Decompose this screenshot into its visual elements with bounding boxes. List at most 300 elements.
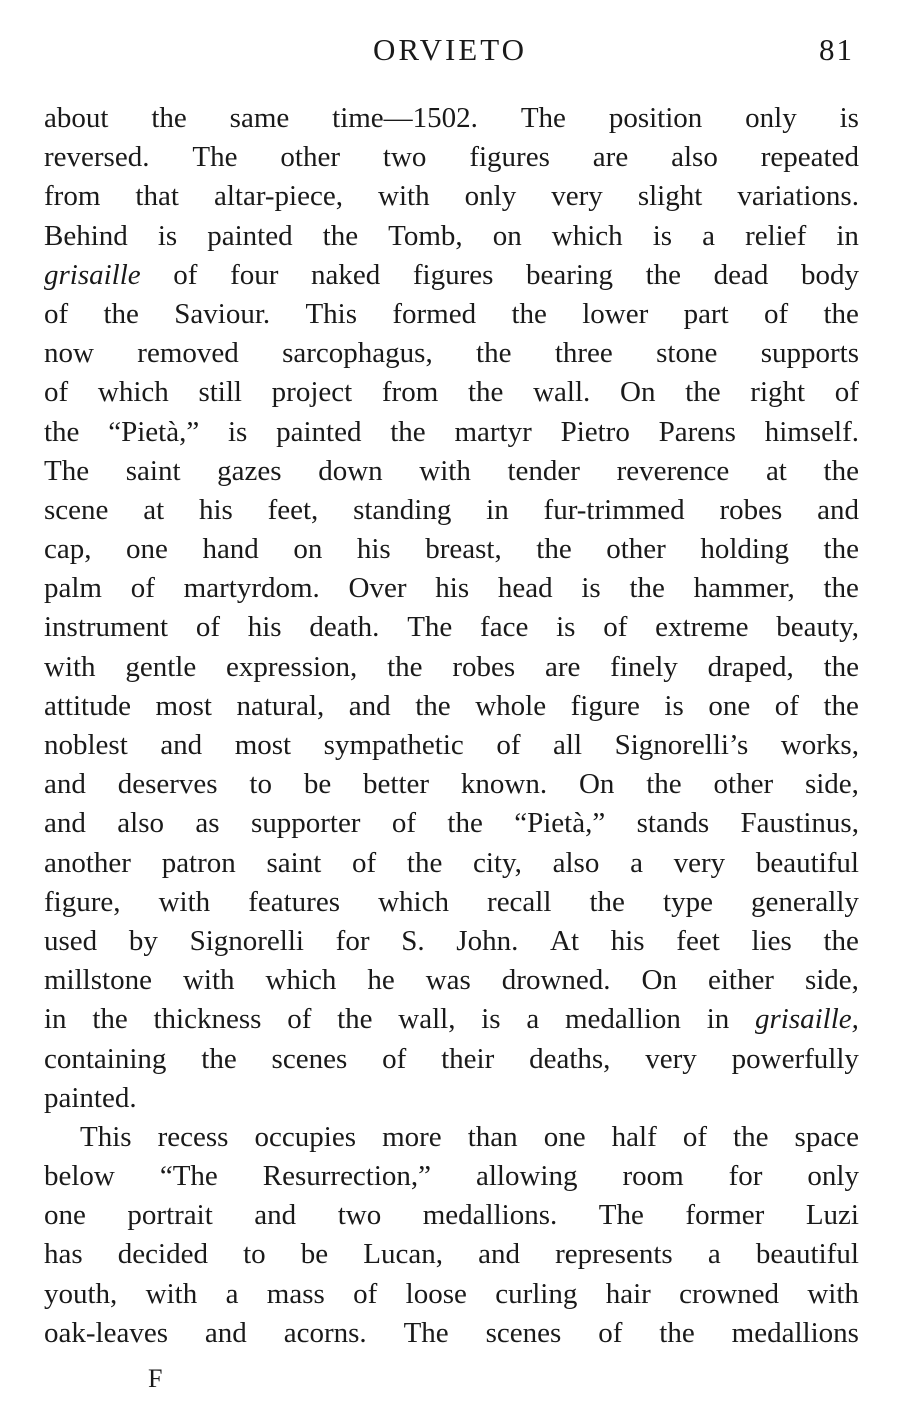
- word: only: [807, 1160, 859, 1193]
- word: that: [135, 180, 179, 213]
- text-line: [44, 256, 859, 295]
- word: generally: [751, 885, 859, 918]
- text-line: [44, 1314, 859, 1353]
- word: martyr: [454, 415, 532, 448]
- word: beauty,: [776, 611, 859, 644]
- text-line: [44, 138, 859, 177]
- word: same: [229, 102, 290, 134]
- word: patron: [161, 846, 236, 879]
- word: of: [834, 376, 859, 409]
- word: dead: [713, 258, 769, 291]
- word: natural,: [236, 689, 325, 722]
- word: he: [367, 964, 395, 997]
- word: allowing: [476, 1160, 578, 1193]
- word: at: [765, 454, 787, 487]
- word: side,: [804, 964, 859, 997]
- word: two: [382, 141, 427, 174]
- word: instrument: [44, 611, 169, 644]
- word: is: [481, 1003, 501, 1036]
- word: head: [497, 572, 553, 605]
- word: himself.: [764, 415, 859, 448]
- word: The: [192, 141, 238, 174]
- word: figures: [469, 141, 550, 174]
- word: half: [611, 1120, 657, 1153]
- word: lower: [582, 297, 649, 330]
- word: This: [80, 1120, 132, 1153]
- word: Parens: [658, 415, 736, 448]
- word: beautiful: [755, 1238, 859, 1271]
- word: of: [598, 1316, 623, 1349]
- word: crowned: [679, 1277, 779, 1310]
- word: thickness: [153, 1003, 262, 1036]
- word: with: [44, 650, 96, 683]
- word: sarcophagus,: [282, 337, 433, 370]
- word: are: [592, 141, 629, 174]
- word: S.: [401, 924, 425, 957]
- body-text: [44, 99, 859, 1353]
- word: are: [544, 650, 581, 683]
- word: and: [204, 1316, 247, 1349]
- word: oak-leaves: [44, 1316, 168, 1349]
- word: robes: [719, 493, 783, 526]
- word: of: [287, 1003, 312, 1036]
- word: the: [659, 1316, 695, 1349]
- word: formed: [392, 297, 477, 330]
- word: most: [234, 729, 292, 761]
- word: “Pietà,”: [108, 415, 200, 448]
- word: decided: [117, 1238, 208, 1271]
- word: The: [403, 1316, 449, 1349]
- word: project: [271, 376, 353, 409]
- word: reverence: [616, 454, 730, 487]
- word: martyrdom.: [183, 572, 320, 605]
- word: holding: [700, 533, 789, 566]
- word: one: [44, 1199, 86, 1232]
- word: saint: [266, 846, 322, 879]
- word: of: [195, 611, 220, 644]
- word: bearing: [526, 258, 613, 291]
- word: body: [800, 258, 859, 291]
- word: another: [44, 846, 131, 879]
- word: below: [44, 1160, 115, 1193]
- word: of: [496, 729, 521, 761]
- word: is: [839, 102, 859, 134]
- word: a: [702, 219, 716, 252]
- word: death.: [309, 611, 380, 644]
- word: Over: [348, 572, 407, 605]
- word: gentle: [125, 650, 197, 683]
- word: scenes: [485, 1316, 562, 1349]
- word: with: [182, 964, 235, 997]
- word: other: [713, 768, 774, 801]
- word: the: [201, 1042, 237, 1075]
- word: Signorelli’s: [614, 729, 749, 761]
- word: room: [622, 1160, 684, 1193]
- word: with: [378, 180, 430, 213]
- word: cap,: [44, 533, 92, 566]
- word: position: [608, 102, 703, 134]
- running-title: ORVIETO: [373, 32, 527, 67]
- word: slight: [637, 180, 703, 213]
- word: standing: [353, 493, 452, 526]
- word: all: [553, 729, 583, 761]
- word: down: [318, 454, 383, 487]
- word: Faustinus,: [740, 807, 859, 840]
- word: space: [794, 1120, 859, 1153]
- word: and: [44, 807, 86, 840]
- word: his: [198, 493, 233, 526]
- word: and: [348, 689, 391, 722]
- word: stone: [656, 337, 718, 370]
- word: Pietro: [560, 415, 630, 448]
- word: other: [606, 533, 666, 566]
- word: type: [663, 885, 713, 918]
- word: by: [128, 924, 158, 957]
- word: the: [406, 846, 443, 879]
- word: hair: [605, 1277, 651, 1310]
- word: John.: [456, 924, 519, 957]
- word: is: [157, 219, 178, 252]
- word: medallions.: [422, 1199, 558, 1232]
- word: youth,: [44, 1277, 118, 1310]
- word: with: [419, 454, 471, 487]
- word: also: [117, 807, 164, 840]
- word: portrait: [127, 1199, 213, 1232]
- word: scene: [44, 493, 109, 526]
- word: drowned.: [501, 964, 611, 997]
- word: from: [381, 376, 439, 409]
- word: better: [363, 768, 430, 801]
- word: removed: [137, 337, 239, 370]
- word: face: [480, 611, 529, 644]
- word: is: [664, 689, 684, 722]
- word: his: [610, 924, 645, 957]
- word: a: [225, 1277, 239, 1310]
- word: The: [407, 611, 453, 644]
- word: At: [550, 924, 580, 957]
- text-line: [44, 295, 859, 334]
- word: the: [415, 689, 451, 722]
- text-line: [44, 334, 859, 373]
- word: This: [305, 297, 358, 330]
- word: the: [151, 102, 187, 134]
- word: wall,: [398, 1003, 456, 1036]
- word: sympathetic: [323, 729, 464, 761]
- text-line: [44, 1157, 859, 1196]
- word: recess: [157, 1120, 229, 1153]
- word: grisaille,: [755, 1003, 859, 1036]
- word: and: [817, 493, 859, 526]
- word: from: [44, 180, 101, 213]
- word: city,: [473, 846, 522, 879]
- word: of: [353, 1277, 378, 1310]
- text-line: [44, 491, 859, 530]
- text-line: [44, 99, 859, 138]
- word: their: [441, 1042, 495, 1075]
- word: the: [337, 1003, 373, 1036]
- word: grisaille: [44, 258, 141, 291]
- word: more: [382, 1120, 442, 1153]
- word: mass: [266, 1277, 325, 1310]
- word: for: [728, 1160, 763, 1193]
- text-line: [44, 1118, 859, 1157]
- word: saint: [125, 454, 181, 487]
- word: works,: [780, 729, 859, 761]
- text-line: [44, 687, 859, 726]
- word: side,: [804, 768, 859, 801]
- word: to: [249, 768, 272, 801]
- word: of: [130, 572, 155, 605]
- word: features: [248, 885, 340, 918]
- word: at: [143, 493, 165, 526]
- word: supports: [760, 337, 859, 370]
- word: whole: [475, 689, 547, 722]
- word: The: [44, 454, 90, 487]
- word: one: [126, 533, 168, 566]
- word: of: [682, 1120, 707, 1153]
- word: millstone: [44, 964, 152, 997]
- text-line: [44, 177, 859, 216]
- word: supporter: [250, 807, 361, 840]
- word: the: [823, 650, 859, 683]
- word: time—1502.: [332, 102, 478, 134]
- text-line: [44, 726, 859, 765]
- word: lies: [751, 924, 792, 957]
- word: relief: [745, 219, 807, 252]
- text-line: [44, 648, 859, 687]
- word: the: [685, 376, 721, 409]
- word: fur-trimmed: [543, 493, 685, 526]
- word: now: [44, 337, 94, 370]
- word: only: [464, 180, 517, 213]
- word: altar-piece,: [213, 180, 343, 213]
- word: of: [391, 807, 417, 840]
- word: On: [578, 768, 615, 801]
- text-line: [44, 1040, 859, 1079]
- word: is: [652, 219, 673, 252]
- word: on: [492, 219, 522, 252]
- word: the: [390, 415, 426, 448]
- word: On: [641, 964, 677, 997]
- word: of: [382, 1042, 407, 1075]
- word: of: [603, 611, 628, 644]
- text-line: [44, 883, 859, 922]
- word: the: [823, 533, 859, 566]
- running-head: [0, 32, 900, 72]
- word: Saviour.: [174, 297, 271, 330]
- text-line: [44, 608, 859, 647]
- word: former: [685, 1199, 765, 1232]
- text-line: [44, 1235, 859, 1274]
- word: loose: [405, 1277, 467, 1310]
- word: The: [598, 1199, 644, 1232]
- word: still: [198, 376, 242, 409]
- text-line: [44, 413, 859, 452]
- word: most: [155, 689, 212, 722]
- word: draped,: [707, 650, 794, 683]
- word: Behind: [44, 219, 128, 252]
- word: a: [707, 1238, 721, 1271]
- word: one: [708, 689, 751, 722]
- word: very: [673, 846, 726, 879]
- word: Signorelli: [189, 924, 304, 957]
- word: acorns.: [283, 1316, 367, 1349]
- word: hammer,: [693, 572, 795, 605]
- word: the: [823, 689, 859, 722]
- word: containing: [44, 1042, 167, 1075]
- word: very: [645, 1042, 697, 1075]
- word: in: [836, 219, 859, 252]
- word: Tomb,: [388, 219, 463, 252]
- word: four: [230, 258, 279, 291]
- text-line: [44, 1275, 859, 1314]
- word: known.: [460, 768, 548, 801]
- word: three: [554, 337, 613, 370]
- word: the: [536, 533, 572, 566]
- word: attitude: [44, 689, 131, 722]
- word: the: [511, 297, 547, 330]
- word: beautiful: [755, 846, 859, 879]
- word: scenes: [271, 1042, 348, 1075]
- text-line: [44, 804, 859, 843]
- word: Resurrection,”: [262, 1160, 432, 1193]
- word: in: [44, 1003, 67, 1036]
- word: and: [254, 1199, 297, 1232]
- word: curling: [495, 1277, 578, 1310]
- word: gazes: [217, 454, 282, 487]
- word: two: [337, 1199, 382, 1232]
- word: very: [551, 180, 603, 213]
- word: recall: [487, 885, 552, 918]
- text-line: [44, 452, 859, 491]
- word: which: [265, 964, 337, 997]
- word: was: [425, 964, 471, 997]
- word: the: [823, 572, 859, 605]
- word: is: [581, 572, 601, 605]
- word: a: [526, 1003, 540, 1036]
- word: in: [486, 493, 509, 526]
- word: “Pietà,”: [514, 807, 606, 840]
- word: hand: [202, 533, 259, 566]
- word: On: [620, 376, 656, 409]
- text-line: [44, 844, 859, 883]
- word: the: [646, 768, 682, 801]
- page-number: 81: [819, 32, 854, 67]
- word: the: [447, 807, 483, 840]
- text-line: [44, 1079, 859, 1118]
- word: the: [823, 454, 859, 487]
- word: expression,: [226, 650, 358, 683]
- word: about: [44, 102, 109, 134]
- word: his: [356, 533, 391, 566]
- word: which: [551, 219, 623, 252]
- text-line: [44, 217, 859, 256]
- word: than: [467, 1120, 518, 1153]
- word: other: [280, 141, 340, 174]
- word: also: [552, 846, 600, 879]
- word: the: [103, 297, 139, 330]
- word: the: [733, 1120, 769, 1153]
- text-line: [44, 1196, 859, 1235]
- word: in: [706, 1003, 730, 1036]
- word: of: [44, 376, 69, 409]
- word: the: [823, 297, 859, 330]
- word: is: [556, 611, 576, 644]
- word: variations.: [737, 180, 859, 213]
- word: finely: [610, 650, 678, 683]
- text-line: [44, 961, 859, 1000]
- word: a: [630, 846, 643, 879]
- word: the: [823, 924, 859, 957]
- word: be: [303, 768, 332, 801]
- word: has: [44, 1238, 83, 1271]
- word: breast,: [425, 533, 502, 566]
- word: reversed.: [44, 141, 150, 174]
- word: with: [145, 1277, 198, 1310]
- word: with: [158, 885, 211, 918]
- word: to: [243, 1238, 266, 1271]
- word: naked: [311, 258, 381, 291]
- word: of: [173, 258, 198, 291]
- word: be: [300, 1238, 329, 1271]
- word: noblest: [44, 729, 128, 761]
- word: the: [645, 258, 682, 291]
- text-line: [44, 1000, 859, 1039]
- word: right: [750, 376, 806, 409]
- word: feet,: [267, 493, 319, 526]
- word: as: [195, 807, 220, 840]
- word: and: [160, 729, 203, 761]
- word: on: [293, 533, 323, 566]
- text-line: [44, 530, 859, 569]
- word: repeated: [760, 141, 859, 174]
- word: and: [478, 1238, 520, 1271]
- word: “The: [159, 1160, 218, 1193]
- word: used: [44, 924, 98, 957]
- word: for: [335, 924, 370, 957]
- word: the: [589, 885, 625, 918]
- word: one: [543, 1120, 586, 1153]
- word: his: [247, 611, 282, 644]
- word: medallions: [731, 1316, 859, 1349]
- text-line: [44, 373, 859, 412]
- word: Luzi: [805, 1199, 859, 1232]
- word: which: [97, 376, 169, 409]
- word: medallion: [564, 1003, 681, 1036]
- word: the: [387, 650, 423, 683]
- word: his: [435, 572, 470, 605]
- word: The: [520, 102, 566, 134]
- word: painted: [276, 415, 362, 448]
- word: either: [707, 964, 774, 997]
- word: and: [44, 768, 86, 801]
- word: feet: [676, 924, 720, 957]
- word: deaths,: [529, 1042, 611, 1075]
- word: figures: [412, 258, 494, 291]
- word: of: [763, 297, 789, 330]
- word: which: [378, 885, 449, 918]
- text-line: [44, 922, 859, 961]
- text-line: [44, 569, 859, 608]
- word: part: [683, 297, 729, 330]
- word: figure: [570, 689, 640, 722]
- word: the: [44, 415, 80, 448]
- word: figure,: [44, 885, 121, 918]
- word: is: [227, 415, 248, 448]
- word: powerfully: [731, 1042, 859, 1075]
- word: painted: [207, 219, 293, 252]
- word: represents: [555, 1238, 673, 1271]
